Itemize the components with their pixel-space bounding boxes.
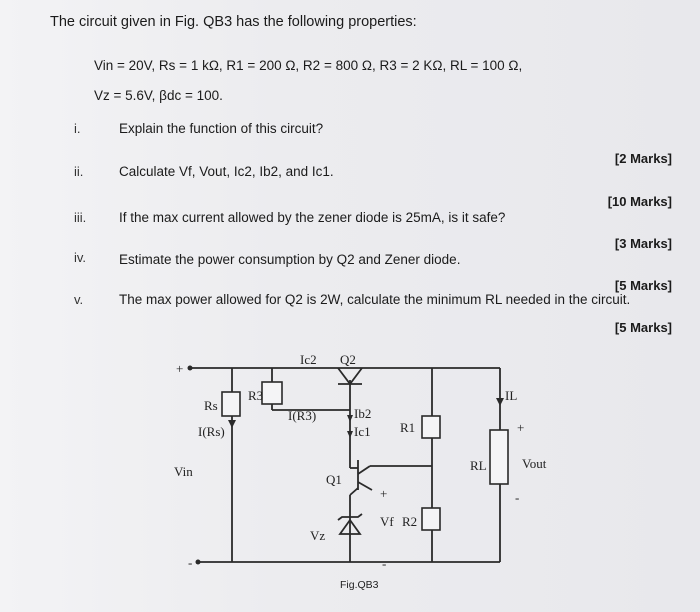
question-3-number: iii. xyxy=(74,210,87,225)
vf-minus-label: - xyxy=(382,556,387,571)
q1-emitter-wire-down xyxy=(358,482,372,490)
vf-label: Vf xyxy=(380,514,394,529)
r2-label: R2 xyxy=(402,514,418,529)
question-1-marks: [2 Marks] xyxy=(614,151,672,166)
irs-label: I(Rs) xyxy=(198,424,225,439)
il-label: IL xyxy=(505,388,518,403)
vin-plus-label: + xyxy=(176,361,184,376)
properties-line-1: Vin = 20V, Rs = 1 kΩ, R1 = 200 Ω, R2 = 800 Ω, R3 = 2 KΩ, RL = 100 Ω, xyxy=(94,58,523,73)
figure-caption: Fig.QB3 xyxy=(340,579,379,591)
r3-label: R3 xyxy=(248,388,264,403)
r1-resistor xyxy=(422,416,440,438)
question-1-number: i. xyxy=(74,121,81,136)
vin-plus-terminal xyxy=(188,366,193,371)
ib2-label: Ib2 xyxy=(354,406,372,421)
q1-label: Q1 xyxy=(326,472,342,487)
question-4-marks: [5 Marks] xyxy=(614,278,672,293)
ic2-label: Ic2 xyxy=(300,352,317,367)
ic1-arrow-icon xyxy=(347,431,353,438)
r2-resistor xyxy=(422,508,440,530)
circuit-diagram xyxy=(160,340,580,610)
question-2-text: Calculate Vf, Vout, Ic2, Ib2, and Ic1. xyxy=(119,164,334,179)
question-1-text: Explain the function of this circuit? xyxy=(119,121,324,136)
rl-resistor xyxy=(490,430,508,484)
properties-line-2: Vz = 5.6V, βdc = 100. xyxy=(94,88,223,103)
ir3-label: I(R3) xyxy=(288,408,317,423)
vz-label: Vz xyxy=(310,528,326,543)
question-5-text: The max power allowed for Q2 is 2W, calculate the minimum RL needed in the circuit. xyxy=(119,292,631,307)
vout-minus-label: - xyxy=(515,490,520,505)
r3-resistor xyxy=(262,382,282,404)
question-4-text: Estimate the power consumption by Q2 and Zener diode. xyxy=(119,252,461,267)
question-3-marks: [3 Marks] xyxy=(614,236,672,251)
ic1-label: Ic1 xyxy=(354,424,371,439)
question-4-number: iv. xyxy=(74,250,87,265)
ib2-arrow-icon xyxy=(347,415,353,422)
vin-minus-terminal xyxy=(196,560,201,565)
question-5-number: v. xyxy=(74,292,84,307)
vin-label: Vin xyxy=(174,464,193,479)
q1-emitter-link xyxy=(350,488,358,495)
question-5-marks: [5 Marks] xyxy=(614,320,672,335)
question-2-marks: [10 Marks] xyxy=(607,194,672,209)
question-2-number: ii. xyxy=(74,164,84,179)
intro-text: The circuit given in Fig. QB3 has the following properties: xyxy=(50,14,417,30)
r1-label: R1 xyxy=(400,420,416,435)
q1-emitter-wire-up xyxy=(358,466,370,474)
q2-label: Q2 xyxy=(340,352,356,367)
irs-arrow-icon xyxy=(228,420,236,428)
vout-plus-label: + xyxy=(517,420,525,435)
vf-plus-label: + xyxy=(380,486,388,501)
vout-label: Vout xyxy=(522,456,547,471)
question-3-text: If the max current allowed by the zener diode is 25mA, is it safe? xyxy=(119,210,506,225)
rs-resistor xyxy=(222,392,240,416)
vin-minus-label: - xyxy=(188,555,193,570)
il-arrow-icon xyxy=(496,398,504,406)
rs-label: Rs xyxy=(204,398,218,413)
rl-label: RL xyxy=(470,458,487,473)
